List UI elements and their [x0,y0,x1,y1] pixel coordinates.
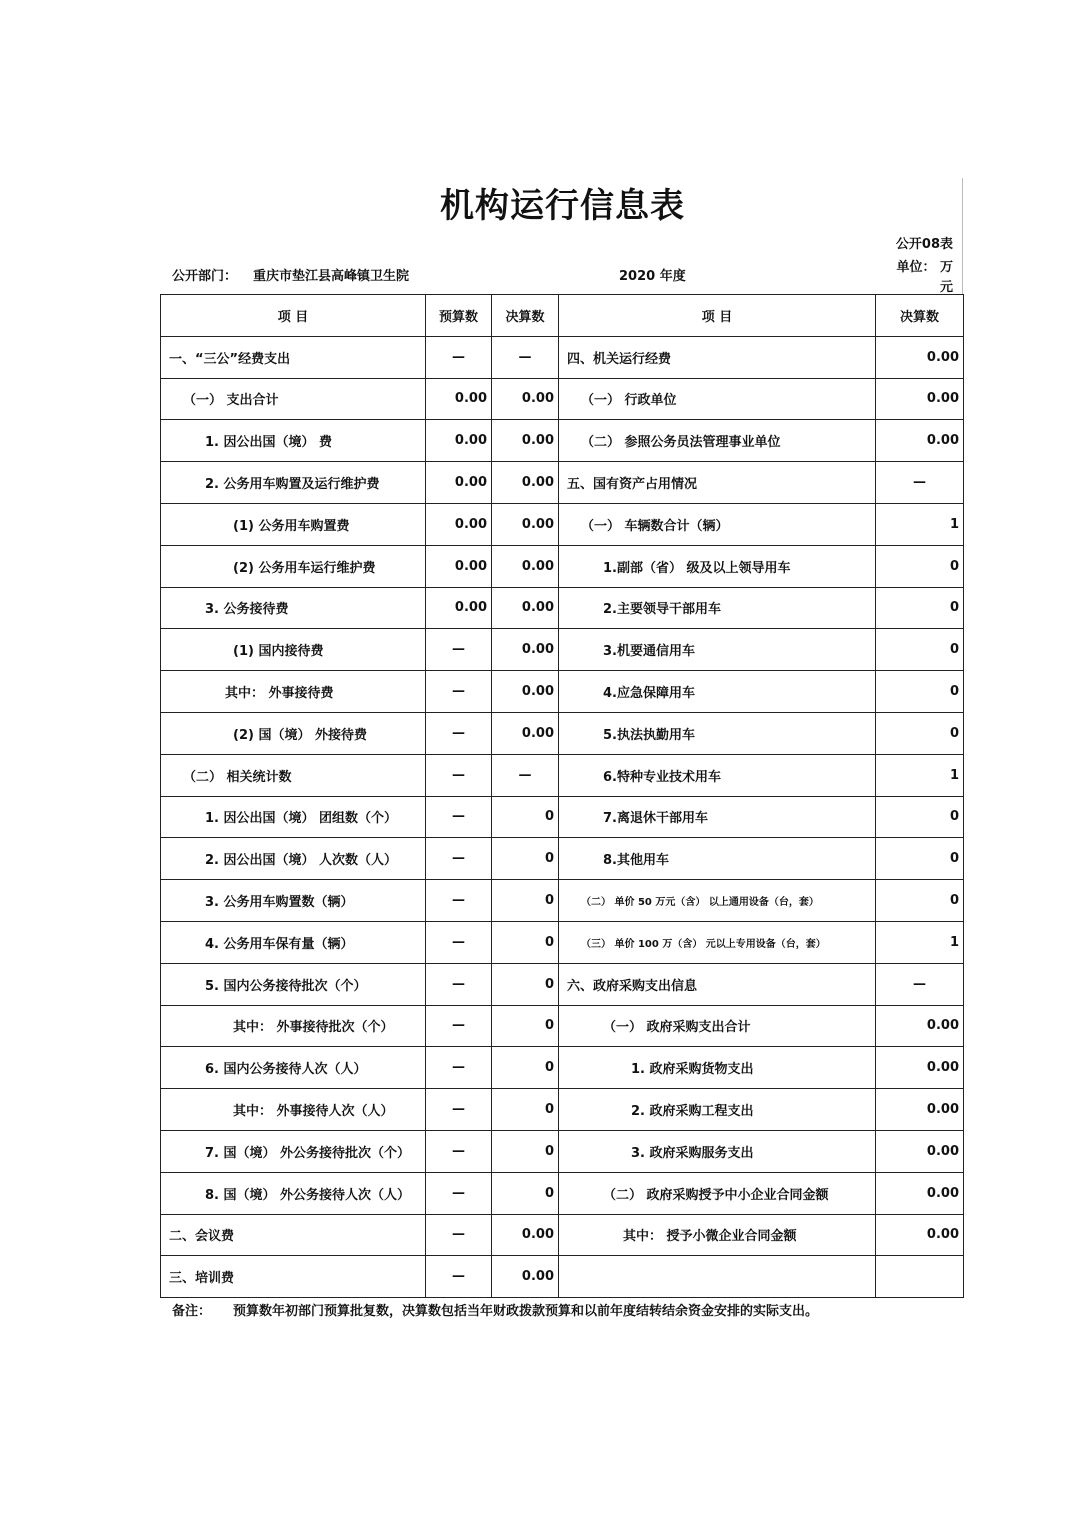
row-final-left: 0 [492,1047,559,1089]
row-item-right: 3.机要通信用车 [559,629,876,671]
table-row [161,1005,964,1047]
row-item-left: （二） 相关统计数 [161,754,426,796]
table-row [161,587,964,629]
table-row [161,503,964,545]
row-item-left: 1. 因公出国（境） 团组数（个） [161,796,426,838]
row-final-right: 0 [876,587,964,629]
row-final-left: 0.00 [492,378,559,420]
table-row [161,1214,964,1256]
row-final-right: 0 [876,629,964,671]
row-budget: 0.00 [426,378,492,420]
row-budget: — [426,1089,492,1131]
header-item-right: 项 目 [559,295,876,337]
table-row [161,1089,964,1131]
row-item-left: 1. 因公出国（境） 费 [161,420,426,462]
row-item-right: 五、国有资产占用情况 [559,462,876,504]
unit-label: 单位： 万 [896,260,953,275]
header-final-right: 决算数 [876,295,964,337]
row-item-right: （二） 政府采购授予中小企业合同金额 [559,1172,876,1214]
department-label: 公开部门： [172,269,238,284]
header-item-left: 项 目 [161,295,426,337]
row-item-left: 6. 国内公务接待人次（人） [161,1047,426,1089]
row-final-right: 0.00 [876,420,964,462]
row-item-right: 3. 政府采购服务支出 [559,1130,876,1172]
row-item-left: （一） 支出合计 [161,378,426,420]
row-item-right: 2. 政府采购工程支出 [559,1089,876,1131]
row-final-left: 0.00 [492,1214,559,1256]
row-budget: — [426,754,492,796]
table-row [161,921,964,963]
row-final-right: 0 [876,671,964,713]
row-item-left: 4. 公务用车保有量（辆） [161,921,426,963]
row-budget: 0.00 [426,420,492,462]
row-final-right: 0 [876,880,964,922]
table-row [161,336,964,378]
footnote [172,1300,818,1319]
row-final-left: 0.00 [492,1256,559,1298]
row-final-right: 0 [876,545,964,587]
row-item-right: 1. 政府采购货物支出 [559,1047,876,1089]
row-item-left: (2) 公务用车运行维护费 [161,545,426,587]
table-row [161,1256,964,1298]
table-row [161,1172,964,1214]
department-name: 重庆市垫江县高峰镇卫生院 [253,269,410,284]
row-final-right: 0.00 [876,378,964,420]
row-final-right: 0.00 [876,336,964,378]
row-final-left: 0.00 [492,420,559,462]
row-final-right: 1 [876,921,964,963]
row-item-left: (2) 国（境） 外接待费 [161,712,426,754]
row-budget: — [426,796,492,838]
row-final-left: 0 [492,1089,559,1131]
row-final-left: 0 [492,1130,559,1172]
row-budget: — [426,336,492,378]
row-item-left: 三、培训费 [161,1256,426,1298]
row-item-right: （一） 行政单位 [559,378,876,420]
row-item-left: 2. 因公出国（境） 人次数（人） [161,838,426,880]
row-item-left: 2. 公务用车购置及运行维护费 [161,462,426,504]
row-item-right: （二） 参照公务员法管理事业单位 [559,420,876,462]
row-item-right: 1.副部（省） 级及以上领导用车 [559,545,876,587]
row-budget: — [426,1130,492,1172]
row-item-right: 8.其他用车 [559,838,876,880]
table-row [161,1047,964,1089]
row-item-right: 5.执法执勤用车 [559,712,876,754]
table-row [161,545,964,587]
footnote-text: 预算数年初部门预算批复数，决算数包括当年财政拨款预算和以前年度结转结余资金安排的实际支出。 [233,1304,819,1319]
table-row [161,754,964,796]
fiscal-year: 2020 年度 [619,269,686,284]
row-item-left: 一、“三公”经费支出 [161,336,426,378]
row-item-right: （一） 车辆数合计（辆） [559,503,876,545]
row-final-left: 0 [492,1005,559,1047]
row-final-left: 0 [492,796,559,838]
table-row [161,880,964,922]
row-final-left: 0.00 [492,712,559,754]
row-item-left: 其中： 外事接待人次（人） [161,1089,426,1131]
row-final-left: 0 [492,921,559,963]
row-item-left: 7. 国（境） 外公务接待批次（个） [161,1130,426,1172]
row-budget: — [426,1047,492,1089]
row-budget: — [426,921,492,963]
row-final-right: — [876,963,964,1005]
page-title: 机构运行信息表 [440,186,685,226]
row-item-left: (1) 国内接待费 [161,629,426,671]
row-item-left: 其中： 外事接待批次（个） [161,1005,426,1047]
row-final-left: 0.00 [492,587,559,629]
row-item-left: 其中： 外事接待费 [161,671,426,713]
row-item-right: （一） 政府采购支出合计 [559,1005,876,1047]
table-row [161,712,964,754]
table-row [161,671,964,713]
row-item-left: 5. 国内公务接待批次（个） [161,963,426,1005]
row-budget: 0.00 [426,503,492,545]
form-number: 公开08表 [895,237,953,252]
row-final-right: 0 [876,838,964,880]
row-final-left: 0.00 [492,629,559,671]
row-item-left: (1) 公务用车购置费 [161,503,426,545]
row-final-right [876,1256,964,1298]
table-row [161,420,964,462]
row-item-right: （二） 单价 50 万元（含） 以上通用设备（台，套） [559,880,876,922]
footnote-label: 备注： [172,1304,212,1319]
row-budget: — [426,880,492,922]
row-final-right: 0.00 [876,1089,964,1131]
row-item-left: 3. 公务用车购置数（辆） [161,880,426,922]
row-final-left: 0.00 [492,462,559,504]
row-final-right: 0.00 [876,1172,964,1214]
row-item-right: 其中： 授予小微企业合同金额 [559,1214,876,1256]
row-item-left: 二、会议费 [161,1214,426,1256]
table-header-row [161,295,964,337]
row-final-right: 1 [876,754,964,796]
row-final-right: 0 [876,712,964,754]
header-budget: 预算数 [426,295,492,337]
row-final-left: — [492,336,559,378]
row-item-right: 6.特种专业技术用车 [559,754,876,796]
row-final-left: 0 [492,963,559,1005]
row-budget: — [426,1005,492,1047]
row-budget: 0.00 [426,462,492,504]
row-final-right: — [876,462,964,504]
row-final-left: 0 [492,838,559,880]
row-final-right: 0.00 [876,1047,964,1089]
row-final-left: 0 [492,880,559,922]
row-budget: — [426,1214,492,1256]
row-item-right: 六、政府采购支出信息 [559,963,876,1005]
row-final-left: 0.00 [492,503,559,545]
row-budget: — [426,838,492,880]
row-final-right: 0.00 [876,1005,964,1047]
row-item-right: 4.应急保障用车 [559,671,876,713]
row-final-right: 0 [876,796,964,838]
table-row [161,838,964,880]
row-budget: — [426,1172,492,1214]
row-item-right [559,1256,876,1298]
row-final-left: 0.00 [492,545,559,587]
row-final-right: 0.00 [876,1130,964,1172]
institution-info-table [160,294,964,1298]
row-budget: 0.00 [426,545,492,587]
row-item-left: 8. 国（境） 外公务接待人次（人） [161,1172,426,1214]
row-budget: 0.00 [426,587,492,629]
row-final-right: 0.00 [876,1214,964,1256]
header-final-left: 决算数 [492,295,559,337]
unit-label-cont: 元 [939,280,953,295]
row-item-left: 3. 公务接待费 [161,587,426,629]
table-row [161,378,964,420]
row-budget: — [426,671,492,713]
row-final-right: 1 [876,503,964,545]
row-budget: — [426,963,492,1005]
table-row [161,629,964,671]
row-item-right: （三） 单价 100 万（含） 元以上专用设备（台，套） [559,921,876,963]
table-row [161,963,964,1005]
row-budget: — [426,712,492,754]
row-item-right: 四、机关运行经费 [559,336,876,378]
row-final-left: 0 [492,1172,559,1214]
table-row [161,796,964,838]
row-budget: — [426,629,492,671]
row-item-right: 7.离退休干部用车 [559,796,876,838]
row-final-left: 0.00 [492,671,559,713]
row-budget: — [426,1256,492,1298]
table-row [161,1130,964,1172]
row-item-right: 2.主要领导干部用车 [559,587,876,629]
row-final-left: — [492,754,559,796]
table-row [161,462,964,504]
